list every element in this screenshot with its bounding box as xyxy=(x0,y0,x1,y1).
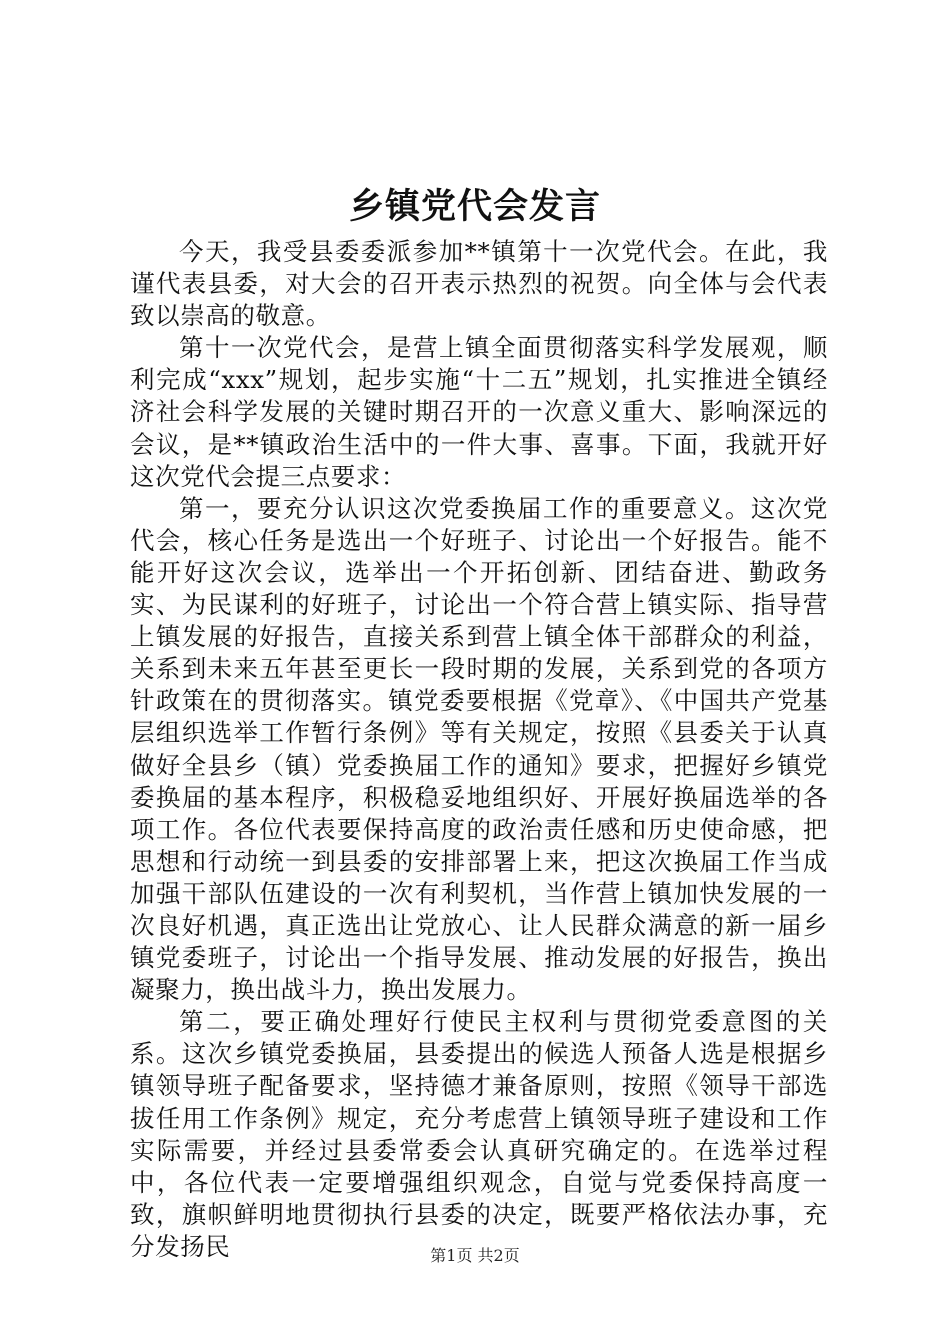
document-title: 乡镇党代会发言 xyxy=(348,186,601,227)
paragraph-requirement-two: 第二，要正确处理好行使民主权利与贯彻党委意图的关系。这次乡镇党委换届，县委提出的候选人预备人选是根据乡镇领导班子配备要求，坚持德才兼备原则，按照《领导干部选拔任用工作条例》规定，充分考虑营上镇领导班子建设和工作实际需要，并经过县委常委会认真研究确定的。在选举过程中，各位代表一定要增强组织观念，自觉与党委保持高度一致，旗帜鲜明地贯彻执行县委的决定，既要严格依法办事，充分发扬民 xyxy=(130,1007,828,1261)
paragraph-meeting-significance: 第十一次党代会，是营上镇全面贯彻落实科学发展观，顺利完成“xxx”规划，起步实施“十二五”规划，扎实推进全镇经济社会科学发展的关键时期召开的一次意义重大、影响深远的会议，是**镇政治生活中的一件大事、喜事。下面，我就开好这次党代会提三点要求： xyxy=(130,333,828,491)
document-body xyxy=(130,236,828,1263)
paragraph-requirement-one: 第一，要充分认识这次党委换届工作的重要意义。这次党代会，核心任务是选出一个好班子、讨论出一个好报告。能不能开好这次会议，选举出一个开拓创新、团结奋进、勤政务实、为民谋利的好班子，讨论出一个符合营上镇实际、指导营上镇发展的好报告，直接关系到营上镇全体干部群众的利益，关系到未来五年甚至更长一段时期的发展，关系到党的各项方针政策在的贯彻落实。镇党委要根据《党章》、《中国共产党基层组织选举工作暂行条例》等有关规定，按照《县委关于认真做好全县乡（镇）党委换届工作的通知》要求，把握好乡镇党委换届的基本程序，积极稳妥地组织好、开展好换届选举的各项工作。各位代表要保持高度的政治责任感和历史使命感，把思想和行动统一到县委的安排部署上来，把这次换届工作当成加强干部队伍建设的一次有利契机，当作营上镇加快发展的一次良好机遇，真正选出让党放心、让人民群众满意的新一届乡镇党委班子，讨论出一个指导发展、推动发展的好报告，换出凝聚力，换出战斗力，换出发展力。 xyxy=(130,493,828,1005)
page-number-footer: 第1页 共2页 xyxy=(430,1246,520,1265)
paragraph-opening: 今天，我受县委委派参加**镇第十一次党代会。在此，我谨代表县委，对大会的召开表示热烈的祝贺。向全体与会代表致以崇高的敬意。 xyxy=(130,237,828,331)
